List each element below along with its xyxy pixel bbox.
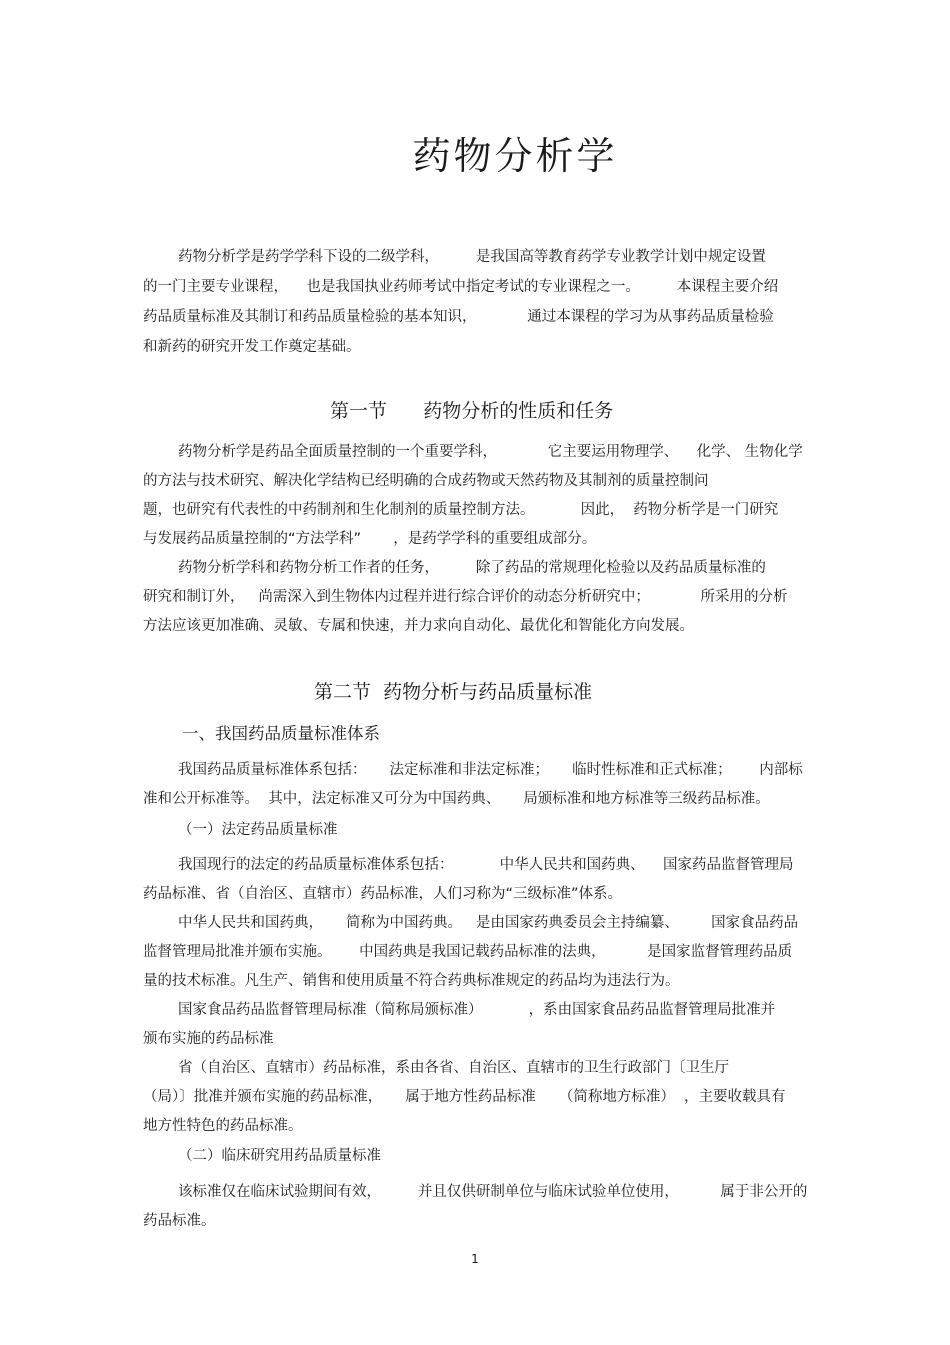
intro-line-1: 药物分析学是药学学科下设的二级学科， 是我国高等教育药学专业教学计划中规定设置 xyxy=(178,249,766,265)
section-1-line-3: 题，也研究有代表性的中药制剂和生化制剂的质量控制方法。 因此， 药物分析学是一门研究 xyxy=(143,502,779,518)
subsection-a-line-2: 药品标准、省（自治区、直辖市）药品标准，人们习称为“三级标准”体系。 xyxy=(143,886,623,902)
section-1-line-5: 药物分析学科和药物分析工作者的任务， 除了药品的常规理化检验以及药品质量标准的 xyxy=(178,560,766,576)
subsection-a-line-9: （局）〕批准并颁布实施的药品标准， 属于地方性药品标准 （简称地方标准） ，主要收载具有 xyxy=(143,1089,786,1105)
section-2-line-1: 我国药品质量标准体系包括： 法定标准和非法定标准； 临时性标准和正式标准； 内部标 xyxy=(178,762,803,778)
intro-line-2: 的一门主要专业课程， 也是我国执业药师考试中指定考试的专业课程之一。 本课程主要介绍 xyxy=(143,279,779,295)
subsection-b-heading: （二）临床研究用药品质量标准 xyxy=(178,1148,381,1164)
section-1-line-6: 研究和制订外， 尚需深入到生物体内过程并进行综合评价的动态分析研究中； 所采用的分析 xyxy=(143,589,788,605)
section-1-line-1: 药物分析学是药品全面质量控制的一个重要学科， 它主要运用物理学、 化学、 生物化学 xyxy=(178,444,803,460)
section-1-line-7: 方法应该更加准确、灵敏、专属和快速，并力求向自动化、最优化和智能化方向发展。 xyxy=(143,618,694,634)
subsection-a-line-10: 地方性特色的药品标准。 xyxy=(143,1118,303,1134)
section-1-heading: 第一节 药物分析的性质和任务 xyxy=(330,400,614,422)
section-1-line-2: 的方法与技术研究、解决化学结构已经明确的合成药物或天然药物及其制剂的质量控制问 xyxy=(143,473,709,489)
subsection-b-line-2: 药品标准。 xyxy=(143,1213,216,1229)
page-number: 1 xyxy=(471,1252,479,1266)
subsection-a-line-7: 颁布实施的药品标准 xyxy=(143,1031,274,1047)
subsection-a-line-5: 量的技术标准。凡生产、销售和使用质量不符合药典标准规定的药品均为违法行为。 xyxy=(143,973,680,989)
section-2-heading: 第二节 药物分析与药品质量标准 xyxy=(314,681,593,703)
subsection-a-line-6: 国家食品药品监督管理局标准（简称局颁标准） ，系由国家食品药品监督管理局批准并 xyxy=(178,1002,776,1018)
subsection-a-line-3: 中华人民共和国药典， 简称为中国药典。 是由国家药典委员会主持编纂、 国家食品药品 xyxy=(178,915,799,931)
subsection-a-heading: （一）法定药品质量标准 xyxy=(178,822,338,838)
section-2-line-2: 准和公开标准等。 其中，法定标准又可分为中国药典、 局颁标准和地方标准等三级药品标准。 xyxy=(143,791,770,807)
document-title: 药物分析学 xyxy=(412,134,618,178)
subsection-a-line-1: 我国现行的法定的药品质量标准体系包括： 中华人民共和国药典、 国家药品监督管理局 xyxy=(178,857,794,873)
section-2-subheading: 一、我国药品质量标准体系 xyxy=(182,724,380,743)
subsection-b-line-1: 该标准仅在临床试验期间有效， 并且仅供研制单位与临床试验单位使用， 属于非公开的 xyxy=(178,1184,808,1200)
subsection-a-line-4: 监督管理局批准并颁布实施。 中国药典是我国记载药品标准的法典， 是国家监督管理药品质 xyxy=(143,944,793,960)
intro-line-3: 药品质量标准及其制订和药品质量检验的基本知识， 通过本课程的学习为从事药品质量检验 xyxy=(143,309,774,325)
section-1-line-4: 与发展药品质量控制的“方法学科” ，是药学学科的重要组成部分。 xyxy=(143,531,597,547)
intro-line-4: 和新药的研究开发工作奠定基础。 xyxy=(143,339,361,355)
subsection-a-line-8: 省（自治区、直辖市）药品标准，系由各省、自治区、直辖市的卫生行政部门〔卫生厅 xyxy=(178,1060,729,1076)
